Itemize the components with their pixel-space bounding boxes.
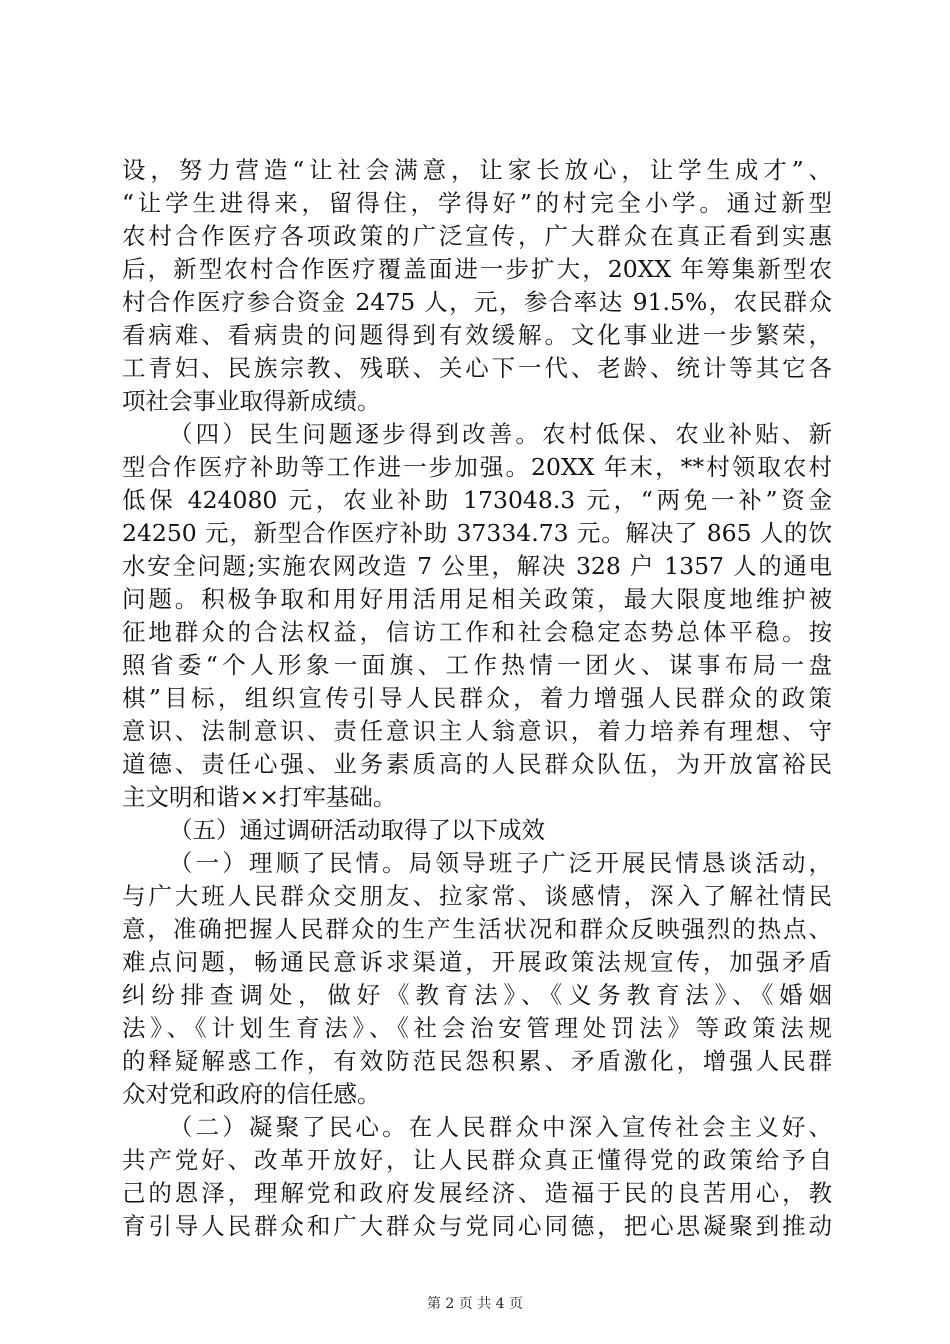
document-body xyxy=(122,154,832,1243)
page-footer: 第 2 页 共 4 页 xyxy=(426,1296,524,1312)
text-line-content: 看病难、看病贵的问题得到有效缓解。文化事业进一步繁荣， xyxy=(122,321,832,349)
text-line-content: 24250 元，新型合作医疗补助 37334.73 元。解决了 865 人的饮 xyxy=(122,519,832,547)
text-line-content: “让学生进得来，留得住，学得好”的村完全小学。通过新型 xyxy=(122,189,832,217)
text-line xyxy=(122,1210,832,1243)
text-line-content: 的释疑解惑工作，有效防范民怨积累、矛盾激化，增强人民群 xyxy=(122,1047,832,1075)
text-line-content: （五）通过调研活动取得了以下成效 xyxy=(169,816,545,844)
text-line xyxy=(122,418,832,451)
text-line-content: 水安全问题;实施农网改造 7 公里，解决 328 户 1357 人的通电 xyxy=(122,552,832,580)
text-line xyxy=(122,946,832,979)
text-line-content: 法》、《计划生育法》、《社会治安管理处罚法》等政策法规 xyxy=(122,1014,832,1042)
text-line-content: 意，准确把握人民群众的生产生活状况和群众反映强烈的热点、 xyxy=(122,915,832,943)
text-line xyxy=(122,154,832,187)
text-line-content: 育引导人民群众和广大群众与党同心同德，把心思凝聚到推动 xyxy=(122,1212,832,1240)
text-line-content: 村合作医疗参合资金 2475 人，元，参合率达 91.5%，农民群众 xyxy=(122,288,832,316)
text-line-content: 难点问题，畅通民意诉求渠道，开展政策法规宣传，加强矛盾 xyxy=(122,948,832,976)
text-line xyxy=(122,1177,832,1210)
text-line xyxy=(122,187,832,220)
text-line xyxy=(122,484,832,517)
text-line-content: 己的恩泽，理解党和政府发展经济、造福于民的良苦用心，教 xyxy=(122,1179,832,1207)
text-line xyxy=(122,517,832,550)
text-line-content: 棋”目标，组织宣传引导人民群众，着力增强人民群众的政策 xyxy=(122,684,832,712)
text-line-content: 征地群众的合法权益，信访工作和社会稳定态势总体平稳。按 xyxy=(122,618,832,646)
text-line xyxy=(122,220,832,253)
text-line xyxy=(122,550,832,583)
text-line-content: 设，努力营造“让社会满意，让家长放心，让学生成才”、 xyxy=(122,156,832,184)
text-line-content: 与广大班人民群众交朋友、拉家常、谈感情，深入了解社情民 xyxy=(122,882,832,910)
text-line-content: 照省委“个人形象一面旗、工作热情一团火、谋事布局一盘 xyxy=(122,651,832,679)
text-line-content: 型合作医疗补助等工作进一步加强。20XX 年末，**村领取农村 xyxy=(122,453,832,481)
text-line-content: 项社会事业取得新成绩。 xyxy=(122,387,381,415)
text-line xyxy=(122,880,832,913)
text-line-content: 问题。积极争取和用好用活用足相关政策，最大限度地维护被 xyxy=(122,585,832,613)
text-line-content: （四）民生问题逐步得到改善。农村低保、农业补贴、新 xyxy=(169,420,832,448)
text-line xyxy=(122,1111,832,1144)
text-line-content: 共产党好、改革开放好，让人民群众真正懂得党的政策给予自 xyxy=(122,1146,832,1174)
text-line xyxy=(122,352,832,385)
text-line xyxy=(122,814,832,847)
text-line xyxy=(122,1078,832,1111)
text-line-content: 意识、法制意识、责任意识主人翁意识，着力培养有理想、守 xyxy=(122,717,832,745)
text-line xyxy=(122,748,832,781)
text-line-content: 低保 424080 元，农业补助 173048.3 元，“两免一补”资金 xyxy=(122,486,832,514)
text-line xyxy=(122,913,832,946)
text-line xyxy=(122,253,832,286)
text-line xyxy=(122,781,832,814)
text-line-content: 后，新型农村合作医疗覆盖面进一步扩大，20XX 年筹集新型农 xyxy=(122,255,832,283)
text-line-content: 道德、责任心强、业务素质高的人民群众队伍，为开放富裕民 xyxy=(122,750,832,778)
text-line-content: 众对党和政府的信任感。 xyxy=(122,1080,381,1108)
text-line-content: 农村合作医疗各项政策的广泛宣传，广大群众在真正看到实惠 xyxy=(122,222,832,250)
text-line-content: （一）理顺了民情。局领导班子广泛开展民情恳谈活动， xyxy=(169,849,832,877)
text-line xyxy=(122,682,832,715)
text-line xyxy=(122,385,832,418)
text-line xyxy=(122,1012,832,1045)
text-line xyxy=(122,1144,832,1177)
text-line xyxy=(122,1045,832,1078)
text-line xyxy=(122,847,832,880)
text-line xyxy=(122,319,832,352)
text-line-content: 主文明和谐××打牢基础。 xyxy=(122,783,397,811)
text-line xyxy=(122,715,832,748)
text-line-content: 纠纷排查调处，做好《教育法》、《义务教育法》、《婚姻 xyxy=(122,981,832,1009)
text-line xyxy=(122,616,832,649)
text-line xyxy=(122,583,832,616)
text-line xyxy=(122,649,832,682)
text-line-content: （二）凝聚了民心。在人民群众中深入宣传社会主义好、 xyxy=(169,1113,832,1141)
text-line xyxy=(122,979,832,1012)
text-line xyxy=(122,451,832,484)
text-line xyxy=(122,286,832,319)
text-line-content: 工青妇、民族宗教、残联、关心下一代、老龄、统计等其它各 xyxy=(122,354,832,382)
